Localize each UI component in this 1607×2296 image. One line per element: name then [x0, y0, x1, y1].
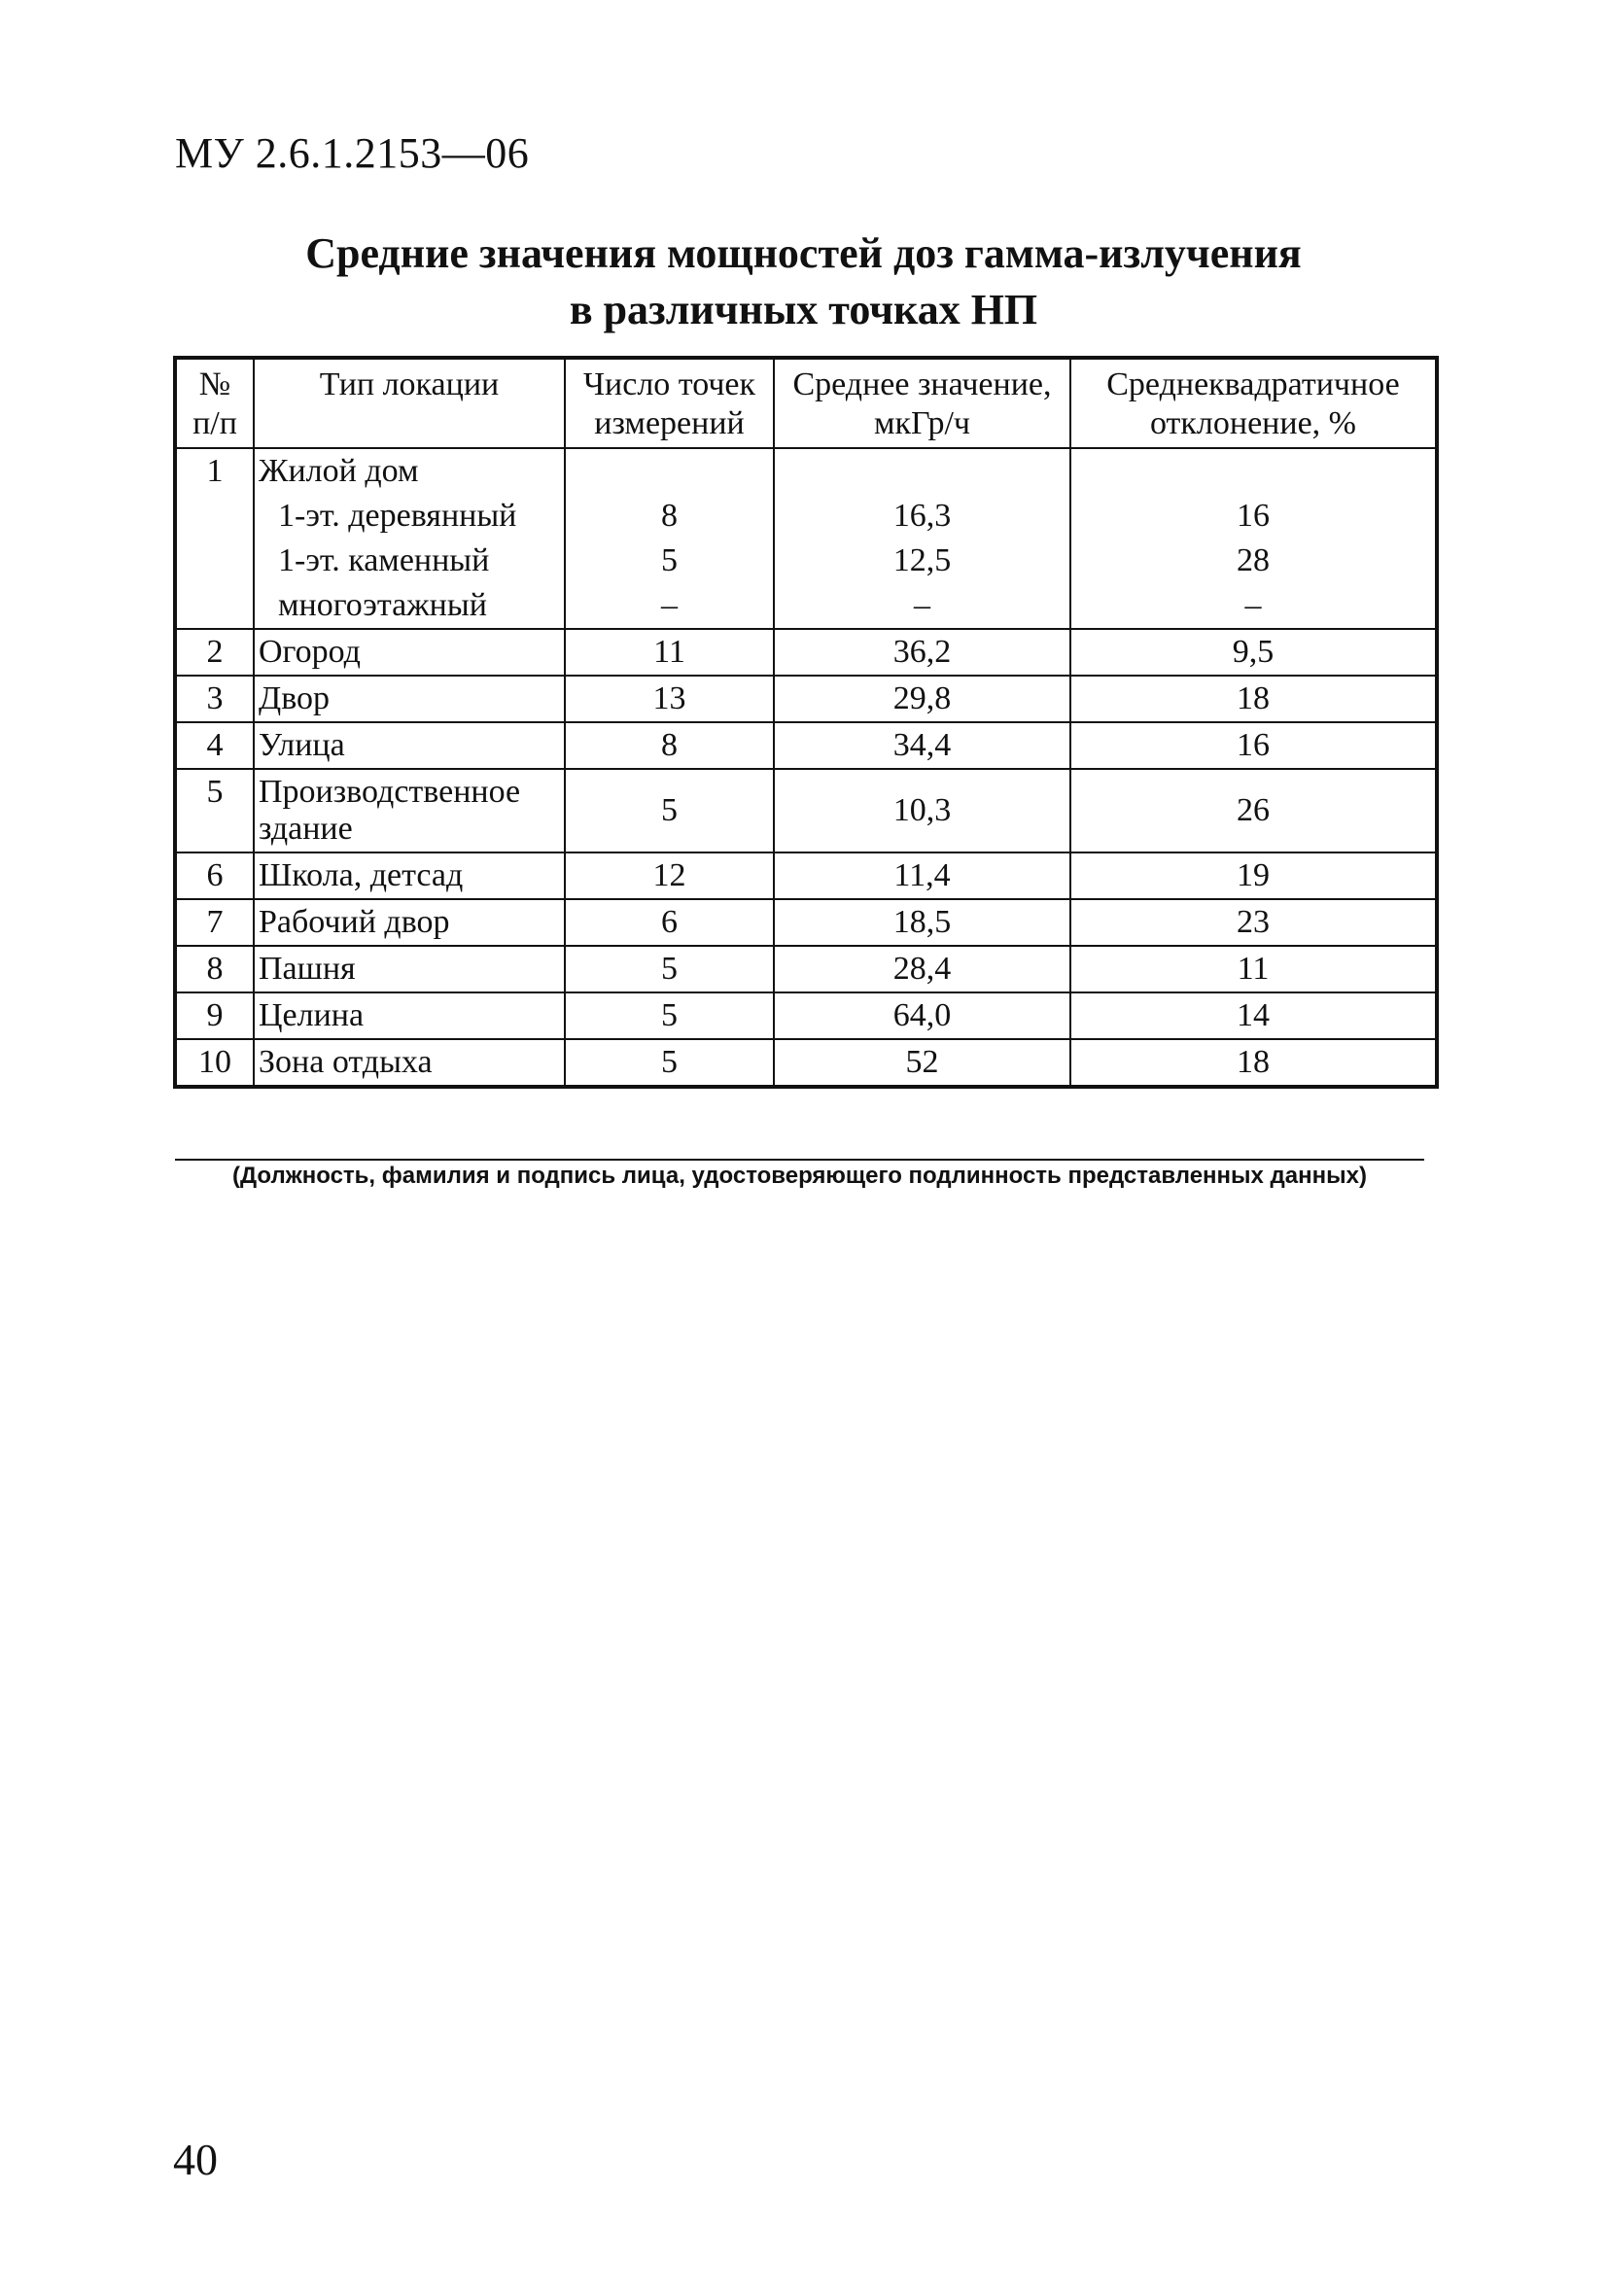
location-type: Целина — [254, 992, 565, 1039]
table-row — [175, 992, 1437, 1039]
row-number: 8 — [175, 946, 254, 992]
mean-value: 34,4 — [774, 722, 1070, 769]
header-mean-value: Среднее значение, мкГр/ч — [774, 358, 1070, 448]
row-number: 10 — [175, 1039, 254, 1087]
row-number: 1 — [175, 448, 254, 629]
location-type: Жилой дом 1-эт. деревянный 1-эт. каменный многоэтажный — [254, 448, 565, 629]
points-count: 13 — [565, 676, 774, 722]
location-type: Зона отдыха — [254, 1039, 565, 1087]
table-row — [175, 769, 1437, 852]
table-row — [175, 1039, 1437, 1087]
row-number: 6 — [175, 852, 254, 899]
points-count: 6 — [565, 899, 774, 946]
std-deviation: 18 — [1070, 1039, 1437, 1087]
mean-value: 11,4 — [774, 852, 1070, 899]
mean-value: 18,5 — [774, 899, 1070, 946]
page-number: 40 — [173, 2135, 218, 2184]
points-count: 8 — [565, 722, 774, 769]
location-type: Огород — [254, 629, 565, 676]
table-row — [175, 676, 1437, 722]
mean-value: 29,8 — [774, 676, 1070, 722]
std-deviation: 11 — [1070, 946, 1437, 992]
table-row — [175, 448, 1437, 629]
points-count: 8 5 – — [565, 448, 774, 629]
header-location-type: Тип локации — [254, 358, 565, 448]
mean-value: 64,0 — [774, 992, 1070, 1039]
std-deviation: 18 — [1070, 676, 1437, 722]
mean-value: 36,2 — [774, 629, 1070, 676]
mean-value: 28,4 — [774, 946, 1070, 992]
location-type: Двор — [254, 676, 565, 722]
mean-value: 52 — [774, 1039, 1070, 1087]
page-title — [0, 226, 1607, 338]
mean-value: 16,3 12,5 – — [774, 448, 1070, 629]
location-type: Пашня — [254, 946, 565, 992]
row-number: 9 — [175, 992, 254, 1039]
title-line-2: в различных точках НП — [569, 286, 1038, 333]
table-header-row — [175, 358, 1437, 448]
std-deviation: 26 — [1070, 769, 1437, 852]
row-number: 4 — [175, 722, 254, 769]
points-count: 5 — [565, 769, 774, 852]
table-row — [175, 899, 1437, 946]
row-number: 2 — [175, 629, 254, 676]
mean-value: 10,3 — [774, 769, 1070, 852]
signature-line — [175, 1159, 1424, 1161]
points-count: 5 — [565, 1039, 774, 1087]
location-type: Рабочий двор — [254, 899, 565, 946]
std-deviation: 16 — [1070, 722, 1437, 769]
document-code: МУ 2.6.1.2153—06 — [175, 129, 530, 177]
location-type: Школа, детсад — [254, 852, 565, 899]
row-number: 5 — [175, 769, 254, 852]
std-deviation: 16 28 – — [1070, 448, 1437, 629]
location-type: Производственное здание — [254, 769, 565, 852]
points-count: 5 — [565, 992, 774, 1039]
table-row — [175, 722, 1437, 769]
row-number: 3 — [175, 676, 254, 722]
row-number: 7 — [175, 899, 254, 946]
title-line-1: Средние значения мощностей доз гамма-излучения — [305, 229, 1302, 277]
table-row — [175, 946, 1437, 992]
points-count: 11 — [565, 629, 774, 676]
header-points-count: Число точек измерений — [565, 358, 774, 448]
header-number: № п/п — [175, 358, 254, 448]
points-count: 12 — [565, 852, 774, 899]
gamma-dose-table — [173, 356, 1439, 1089]
std-deviation: 9,5 — [1070, 629, 1437, 676]
std-deviation: 23 — [1070, 899, 1437, 946]
std-deviation: 19 — [1070, 852, 1437, 899]
table-row — [175, 852, 1437, 899]
std-deviation: 14 — [1070, 992, 1437, 1039]
points-count: 5 — [565, 946, 774, 992]
location-type: Улица — [254, 722, 565, 769]
signature-caption: (Должность, фамилия и подпись лица, удостоверяющего подлинность представленных данных) — [232, 1163, 1367, 1189]
table-row — [175, 629, 1437, 676]
header-std-deviation: Среднеквадратичное отклонение, % — [1070, 358, 1437, 448]
